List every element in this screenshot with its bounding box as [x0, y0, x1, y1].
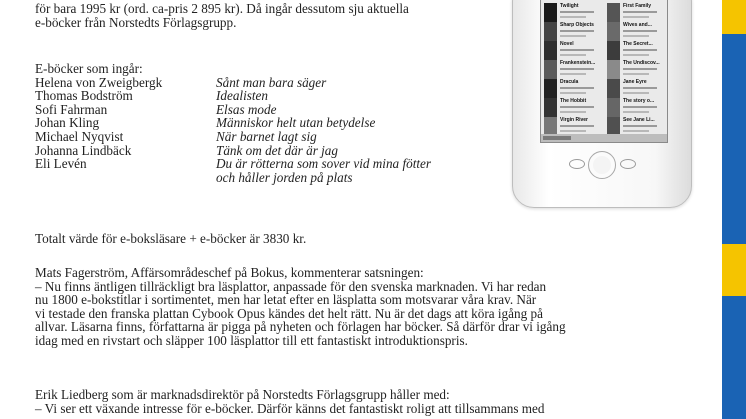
ebook-row	[35, 144, 431, 158]
book-subtitle-line	[560, 11, 594, 13]
book-subtitle-line	[560, 68, 594, 70]
ereader-screen	[540, 0, 668, 143]
status-bar-indicator	[543, 136, 571, 140]
device-book-title: Novel	[560, 41, 574, 47]
screen-status-bar	[541, 134, 667, 142]
quote-line: idag med en rivstart och släpper 100 läsplattor till ett fantastiskt introduktionspris.	[35, 332, 468, 348]
ebook-title-continuation: och håller jorden på plats	[216, 169, 353, 185]
book-subtitle-line	[560, 125, 594, 127]
book-subtitle-line	[623, 87, 657, 89]
intro-text	[35, 2, 409, 29]
ereader-device-image	[512, 0, 692, 208]
ebooks-heading: E-böcker som ingår:	[35, 61, 143, 76]
included-ebooks-list	[35, 62, 431, 184]
device-book-title: Sharp Objects	[560, 22, 594, 28]
device-back-button	[569, 159, 585, 169]
book-subtitle-line	[560, 16, 586, 18]
quote-line: vi testade den franska plattan Cybook Opus kändes det helt rätt. Nu är det dags att köra igång på	[35, 305, 543, 321]
book-subtitle-line	[623, 125, 657, 127]
ebook-row	[35, 89, 431, 103]
ebook-title: Sånt man bara säger	[216, 74, 327, 90]
ebook-title: Idealisten	[216, 88, 269, 104]
brand-stripe	[722, 0, 746, 419]
quote-line: Mats Fagerström, Affärsområdeschef på Bokus, kommenterar satsningen:	[35, 265, 424, 280]
device-book-title: Jane Eyre	[623, 79, 647, 85]
book-subtitle-line	[560, 106, 594, 108]
book-subtitle-line	[623, 68, 657, 70]
quote-line: – Nu finns äntligen tillräckligt bra läsplattor, anpassade för den svenska marknaden. Vi har redan	[35, 278, 547, 294]
book-subtitle-line	[560, 130, 586, 132]
book-subtitle-line	[623, 11, 657, 13]
ebook-title: När barnet lagt sig	[216, 128, 317, 144]
book-subtitle-line	[560, 54, 586, 56]
ebook-author: Helena von Zweigbergk	[35, 74, 163, 90]
quote-norstedts	[35, 388, 544, 415]
device-book-title: First Family	[623, 3, 652, 9]
total-value-text: Totalt värde för e-boksläsare + e-böcker är 3830 kr.	[35, 231, 307, 246]
device-book-title: See Jane Li...	[623, 117, 655, 123]
ebook-title: Du är rötterna som sover vid mina fötter	[216, 156, 432, 172]
ebook-row	[35, 171, 431, 185]
ebook-row	[35, 103, 431, 117]
device-book-title: Virgin River	[560, 117, 588, 123]
ebook-author-empty	[35, 171, 216, 185]
ebook-title: Människor helt utan betydelse	[216, 115, 376, 131]
quote-line: nu 1800 e-bokstitlar i sortimentet, men har letat efter en läsplatta som motsvarar våra krav. När	[35, 292, 537, 308]
book-subtitle-line	[623, 30, 657, 32]
ebook-row	[35, 157, 431, 171]
book-subtitle-line	[623, 111, 649, 113]
ebook-row	[35, 76, 431, 90]
book-subtitle-line	[623, 35, 649, 37]
device-book-title: Dracula	[560, 79, 579, 85]
book-subtitle-line	[623, 92, 649, 94]
quote-bokus	[35, 266, 566, 348]
ebook-author: Eli Levén	[35, 156, 87, 172]
book-subtitle-line	[623, 73, 649, 75]
device-center-button	[588, 151, 616, 179]
device-book-title: Twilight	[560, 3, 579, 9]
stripe-yellow-segment	[722, 0, 746, 34]
book-subtitle-line	[623, 49, 657, 51]
device-book-title: The Secret...	[623, 41, 653, 47]
stripe-blue-segment	[722, 34, 746, 244]
intro-line-2: e-böcker från Norstedts Förlagsgrupp.	[35, 14, 237, 30]
quote-line: – Vi ser ett växande intresse för e-böcker. Därför känns det fantastiskt roligt att tillsammans med	[35, 400, 545, 416]
book-subtitle-line	[560, 73, 586, 75]
ebook-row	[35, 130, 431, 144]
book-subtitle-line	[623, 106, 657, 108]
device-book-title: Frankenstein...	[560, 60, 596, 66]
ebook-author: Johanna Lindbäck	[35, 142, 132, 158]
device-forward-button	[620, 159, 636, 169]
device-book-title: Wives and...	[623, 22, 652, 28]
book-subtitle-line	[623, 54, 649, 56]
ebook-row	[35, 116, 431, 130]
intro-line-1: för bara 1995 kr (ord. ca-pris 2 895 kr). Då ingår dessutom sju aktuella	[35, 1, 409, 16]
ebook-title: Tänk om det där är jag	[216, 142, 338, 158]
ebook-author: Johan Kling	[35, 115, 100, 131]
quote-line: Erik Liedberg som är marknadsdirektör på Norstedts Förlagsgrupp håller med:	[35, 387, 450, 402]
stripe-yellow-segment	[722, 244, 746, 296]
device-book-title: The Hobbit	[560, 98, 587, 104]
device-book-title: The Undiscov...	[623, 60, 660, 66]
ebook-title: Elsas mode	[216, 101, 277, 117]
book-subtitle-line	[560, 30, 594, 32]
device-book-title: The story o...	[623, 98, 655, 104]
quote-line: allvar. Läsarna finns, författarna är pigga på nyheten och förlagen har böcker. Så därför drar vi igång	[35, 319, 566, 335]
book-subtitle-line	[560, 35, 586, 37]
book-subtitle-line	[560, 92, 586, 94]
ebook-author: Sofi Fahrman	[35, 101, 108, 117]
book-subtitle-line	[623, 16, 649, 18]
ebook-author: Thomas Bodström	[35, 88, 133, 104]
ebook-author: Michael Nyqvist	[35, 128, 124, 144]
book-subtitle-line	[560, 87, 594, 89]
book-subtitle-line	[560, 111, 586, 113]
book-subtitle-line	[560, 49, 594, 51]
stripe-blue-segment	[722, 296, 746, 419]
book-subtitle-line	[623, 130, 649, 132]
